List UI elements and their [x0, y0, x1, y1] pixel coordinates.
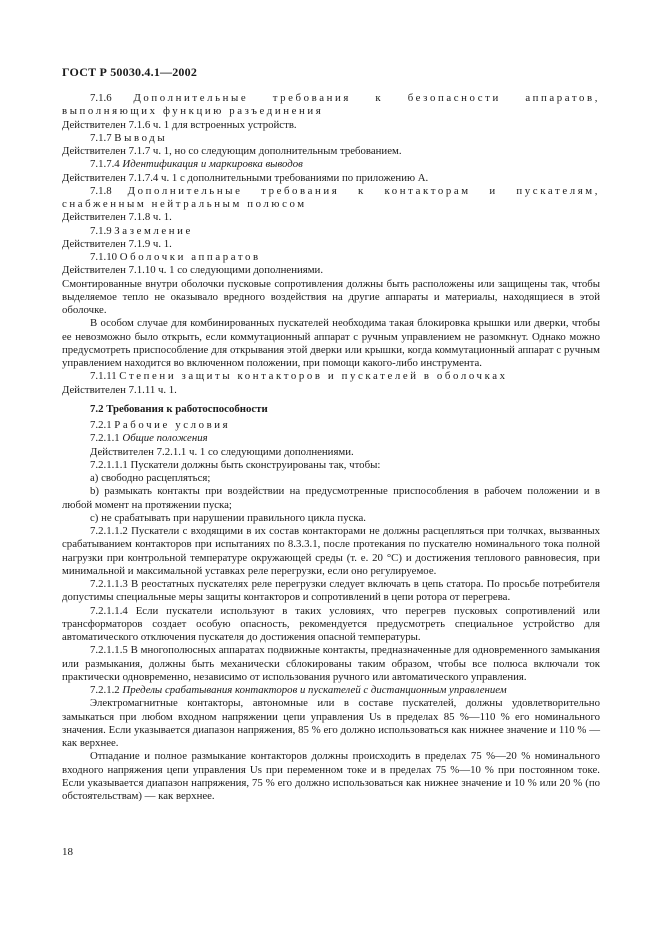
paragraph-text: 7.2.1.1.3 В реостатных пускателях реле перегрузки следует включать в цепь статора. По просьбе потребителя допустимы специальные меры защиты контакторов и сопротивлений в цепи ротора от перегрева.	[62, 578, 600, 604]
paragraph-text: 7.2 Требования к работоспособности	[90, 402, 268, 415]
paragraph	[62, 459, 600, 472]
clause-number: 7.2.1.1	[90, 432, 123, 445]
paragraph	[62, 750, 600, 803]
clause-number: 7.2.1.2	[90, 684, 123, 696]
paragraph	[62, 264, 600, 277]
paragraph	[62, 317, 600, 370]
paragraph	[62, 605, 600, 645]
paragraph-text: 7.2.1.1.5 В многополюсных аппаратах подвижные контакты, предназначенные для одновременного замыкания или размыкания, должны быть механически сблокированы таким образом, чтобы все полюса включали ток практически одновременно, независимо от использования ручного или автоматического управления.	[62, 644, 600, 683]
clause-number: 7.1.7.4	[90, 158, 123, 171]
paragraph-text: Действителен 7.1.10 ч. 1 со следующими дополнениями.	[62, 264, 324, 277]
paragraph	[62, 384, 600, 397]
paragraph-text: Действителен 7.1.7.4 ч. 1 с дополнительными требованиями по приложению А.	[62, 171, 429, 184]
clause-title: Рабочие условия	[114, 419, 231, 431]
paragraph	[62, 525, 600, 578]
clause-title-italic: Идентификация и маркировка выводов	[122, 158, 303, 171]
clause-number: 7.1.9	[90, 224, 115, 237]
paragraph-text: 7.2.1.1.4 Если пускатели используют в таких условиях, что перегрев пусковых сопротивлений или трансформаторов создает особую опасность, рекомендуется предусмотреть специальное устройство для автоматического отключения пускателя до достижения опасной температуры.	[62, 604, 600, 643]
paragraph	[62, 225, 600, 238]
paragraph-text: Действителен 7.2.1.1 ч. 1 со следующими дополнениями.	[90, 445, 354, 458]
clause-number: 7.1.11	[90, 370, 120, 383]
document-header: ГОСТ Р 50030.4.1—2002	[62, 65, 198, 79]
paragraph-text: Смонтированные внутри оболочки пусковые сопротивления должны быть расположены или защищены так, чтобы выделяемое тепло не оказывало вредного воздействия на другие аппараты и материалы, находящиеся в этой оболочке.	[62, 277, 600, 316]
paragraph-text: 7.2.1.1.2 Пускатели с входящими в их состав контакторами не должны расцепляться при толчках, вызванных срабатыванием контакторов при испытаниях по 8.3.3.1, после протекания по пускателю номинального тока полной нагрузки при контрольной температуре окружающей среды (т. е. 20 °С) и достижения теплового равновесия, при минимальной и максимальной уставках реле перегрузки, если оно регулируемое.	[62, 525, 600, 577]
paragraph	[62, 578, 600, 605]
paragraph	[62, 158, 600, 171]
clause-title: Дополнительные требования к безопасности аппаратов, выполняющих функцию разъединения	[62, 92, 601, 118]
clause-number: 7.1.6	[90, 92, 134, 104]
paragraph-text: b) размыкать контакты при воздействии на предусмотренные приспособления в рабочем положении и в любой момент на протяжении пуска;	[62, 485, 600, 511]
paragraph	[62, 278, 600, 318]
paragraph-text: Электромагнитные контакторы, автономные или в составе пускателей, должны удовлетворительно замыкаться при любом входном напряжении цепи управления Us в пределах 85 %—110 % его номинального значения. Если указывается диапазон напряжения, 85 % его должно использоваться как нижнее значение и 110 % — как верхнее.	[62, 697, 600, 749]
clause-title: Выводы	[114, 131, 168, 144]
clause-title: Степени защиты контакторов и пускателей в оболочках	[119, 370, 508, 383]
document-body	[62, 92, 600, 803]
paragraph	[62, 132, 600, 145]
paragraph	[62, 644, 600, 684]
paragraph	[62, 419, 600, 432]
paragraph-text: В особом случае для комбинированных пускателей необходима такая блокировка крышки или дверки, чтобы ее невозможно было открыть, если коммутационный аппарат с ручным управлением не разомкнут. Однако можно предусмотреть приспособление для открывания этой дверки или крышки, когда коммутационный аппарат с ручным управлением находится во включенном положении, при помощи какого-либо инструмента.	[62, 317, 600, 369]
paragraph-text: Действителен 7.1.9 ч. 1.	[62, 237, 172, 250]
paragraph-text: Действителен 7.1.8 ч. 1.	[62, 211, 172, 224]
paragraph-text: c) не срабатывать при нарушении правильного цикла пуска.	[90, 511, 366, 524]
clause-title-italic: Пределы срабатывания контакторов и пускателей с дистанционным управлением	[122, 684, 507, 696]
clause-title: Оболочки аппаратов	[119, 251, 261, 263]
paragraph	[62, 403, 600, 416]
paragraph	[62, 472, 600, 485]
paragraph-text: Действителен 7.1.6 ч. 1 для встроенных устройств.	[62, 118, 297, 131]
paragraph	[62, 432, 600, 445]
paragraph	[62, 92, 600, 119]
paragraph	[62, 684, 600, 697]
paragraph	[62, 211, 600, 224]
clause-number: 7.1.10	[90, 251, 120, 263]
clause-number: 7.1.8	[90, 184, 128, 197]
paragraph	[62, 370, 600, 383]
paragraph	[62, 119, 600, 132]
clause-title: Заземление	[114, 224, 193, 237]
paragraph-text: Действителен 7.1.11 ч. 1.	[62, 383, 177, 396]
clause-number: 7.1.7	[90, 131, 115, 144]
paragraph-text: Действителен 7.1.7 ч. 1, но со следующим дополнительным требованием.	[62, 145, 402, 157]
paragraph	[62, 446, 600, 459]
clause-number: 7.2.1	[90, 419, 115, 431]
paragraph	[62, 251, 600, 264]
clause-title-italic: Общие положения	[122, 432, 208, 445]
paragraph-text: a) свободно расцепляться;	[90, 472, 211, 484]
clause-title: Дополнительные требования к контакторам и пускателям, снабженным нейтральным полюсом	[62, 184, 600, 210]
paragraph	[62, 238, 600, 251]
paragraph-text: Отпадание и полное размыкание контакторов должны происходить в пределах 75 %—20 % номинального входного напряжения цепи управления Us при переменном токе и в пределах 75 %—10 % при постоянном токе. Если указывается диапазон напряжения, 75 % его должно использоваться как нижнее значение и 10 % или 20 % (по обстоятельствам) — как верхнее.	[62, 750, 600, 802]
paragraph	[62, 485, 600, 512]
paragraph	[62, 697, 600, 750]
paragraph	[62, 172, 600, 185]
paragraph	[62, 185, 600, 212]
paragraph-text: 7.2.1.1.1 Пускатели должны быть сконструированы так, чтобы:	[90, 458, 381, 471]
paragraph	[62, 512, 600, 525]
paragraph	[62, 145, 600, 158]
page-number: 18	[62, 846, 73, 858]
